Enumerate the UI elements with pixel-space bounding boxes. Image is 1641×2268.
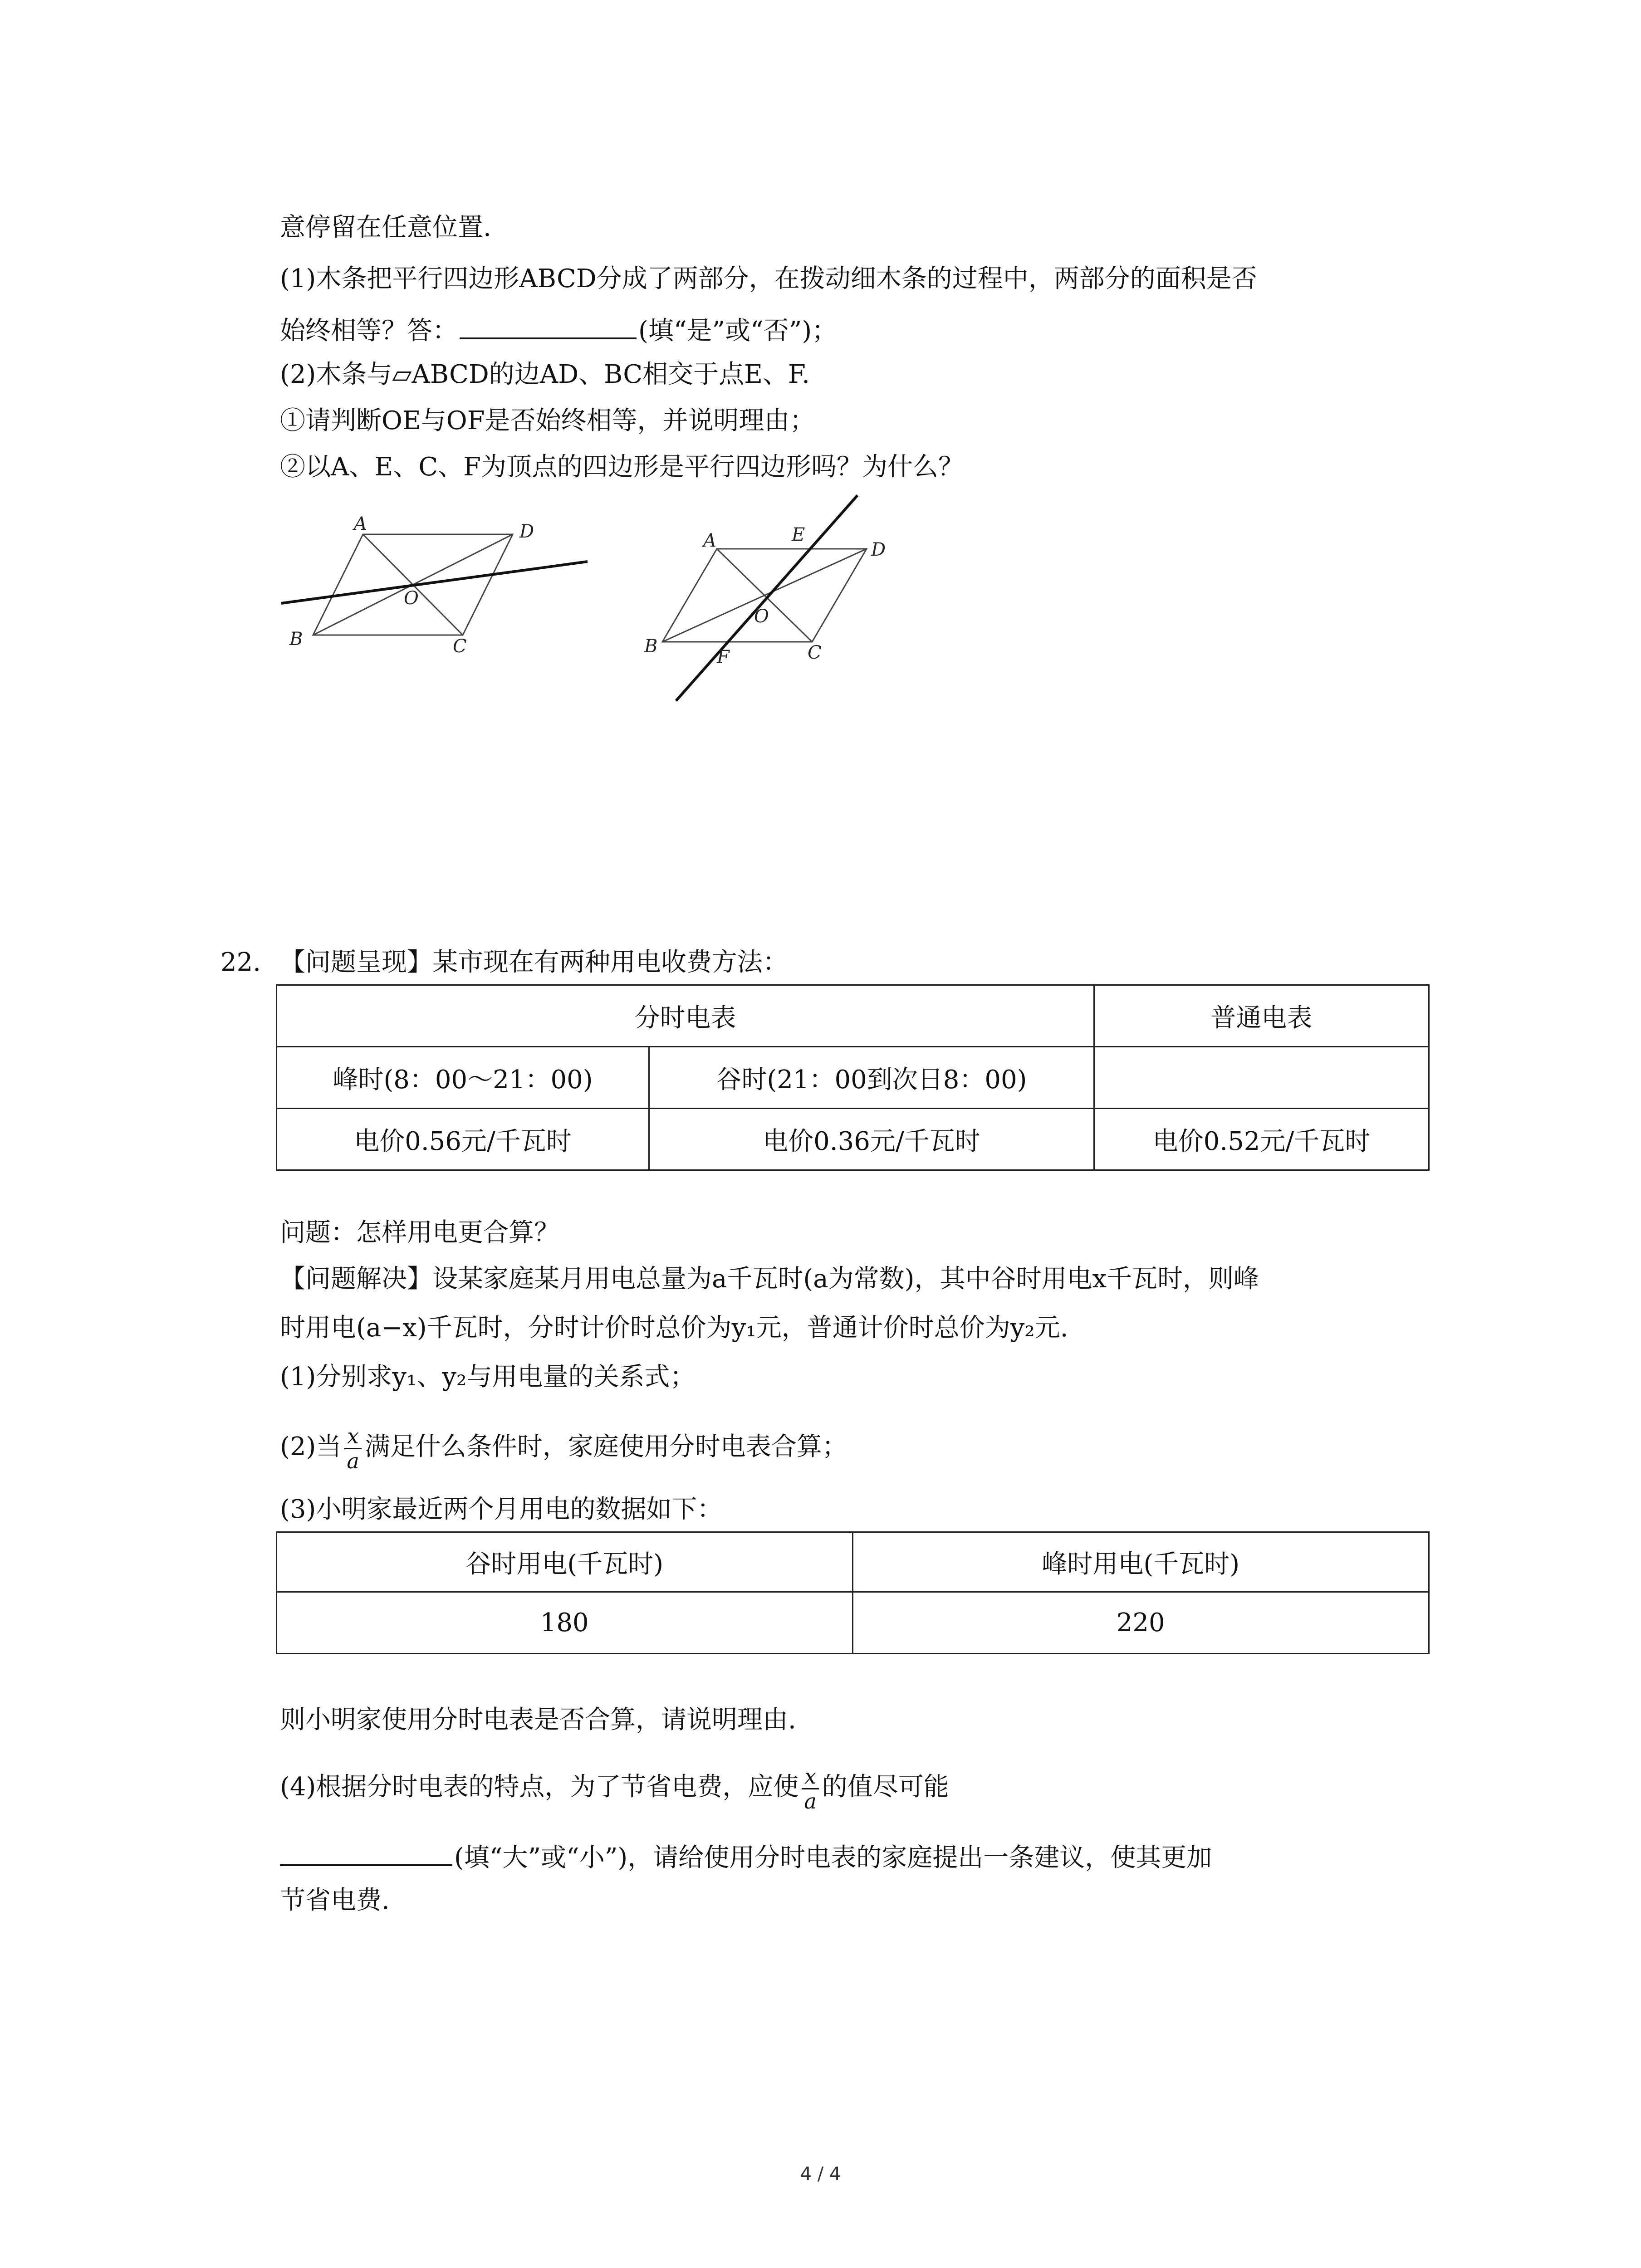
q22-part4-line2-text: (填“大”或“小”)，请给使用分时电表的家庭提出一条建议，使其更加 <box>454 1843 1212 1872</box>
q22-part1: (1)分别求y₁、y₂与用电量的关系式； <box>280 1362 696 1392</box>
q22-part3-question: 则小明家使用分时电表是否合算，请说明理由. <box>280 1705 796 1735</box>
fraction-numerator: x <box>344 1424 362 1449</box>
parallelogram-figure-2 <box>635 490 916 708</box>
label-d-2: D <box>871 539 886 560</box>
q21-part2-1: ①请判断OE与OF是否始终相等，并说明理由； <box>280 406 815 435</box>
q22-part4-line2 <box>280 1836 1212 1876</box>
q21-answer-prompt: 始终相等？答： <box>280 316 458 346</box>
q22-number: 22. <box>220 948 261 977</box>
label-a: A <box>354 513 367 534</box>
label-f-2: F <box>717 647 730 668</box>
q22-answer-blank[interactable] <box>280 1836 452 1866</box>
valley-usage-value: 180 <box>277 1592 853 1654</box>
q22-part4-suffix: 的值尽可能 <box>822 1772 949 1802</box>
label-c-2: C <box>808 642 822 663</box>
label-c: C <box>453 636 467 657</box>
peak-usage-header: 峰时用电(千瓦时) <box>852 1532 1429 1592</box>
q22-question: 问题：怎样用电更合算？ <box>280 1218 559 1247</box>
stick-line-2 <box>676 495 857 701</box>
header-time-meter: 分时电表 <box>277 985 1094 1047</box>
fraction-x-over-a <box>344 1424 362 1473</box>
q21-part1-line1: (1)木条把平行四边形ABCD分成了两部分，在拨动细木条的过程中，两部分的面积是否 <box>280 264 1257 293</box>
fraction-denominator: a <box>347 1449 359 1473</box>
valley-price-cell: 电价0.36元/千瓦时 <box>649 1109 1094 1170</box>
q22-intro: 【问题呈现】某市现在有两种用电收费方法： <box>280 948 788 977</box>
label-e-2: E <box>792 524 805 545</box>
fraction-numerator-2: x <box>802 1765 819 1789</box>
q22-part4-prefix: (4)根据分时电表的特点，为了节省电费，应使 <box>280 1772 799 1802</box>
q22-part2 <box>280 1424 847 1473</box>
valley-usage-header: 谷时用电(千瓦时) <box>277 1532 853 1592</box>
fraction-x-over-a-2 <box>801 1765 819 1813</box>
q21-part1-line2 <box>280 309 837 349</box>
header-normal-meter: 普通电表 <box>1094 985 1429 1047</box>
q21-part2: (2)木条与▱ABCD的边AD、BC相交于点E、F. <box>280 360 810 389</box>
label-d: D <box>519 521 534 542</box>
q22-solve-line1: 【问题解决】设某家庭某月用电总量为a千瓦时(a为常数)，其中谷时用电x千瓦时，则峰 <box>280 1264 1259 1294</box>
q21-intro-line: 意停留在任意位置. <box>280 213 491 242</box>
label-b: B <box>289 629 303 650</box>
q21-answer-hint: (填“是”或“否”)； <box>638 316 838 346</box>
q22-part2-prefix: (2)当 <box>280 1432 342 1461</box>
label-o-2: O <box>754 606 769 627</box>
peak-period-cell: 峰时(8：00～21：00) <box>277 1047 649 1109</box>
usage-data-table <box>276 1531 1430 1654</box>
electricity-price-table <box>276 984 1430 1171</box>
q22-part3: (3)小明家最近两个月用电的数据如下： <box>280 1495 723 1524</box>
diagonal-bd-2 <box>662 549 867 642</box>
label-o: O <box>404 588 419 609</box>
q22-part4-line3: 节省电费. <box>280 1886 390 1915</box>
normal-price-cell: 电价0.52元/千瓦时 <box>1094 1109 1429 1170</box>
label-b-2: B <box>644 636 658 657</box>
fraction-denominator-2: a <box>804 1789 817 1813</box>
q22-part2-suffix: 满足什么条件时，家庭使用分时电表合算； <box>364 1432 847 1461</box>
peak-usage-value: 220 <box>852 1592 1429 1654</box>
valley-period-cell: 谷时(21：00到次日8：00) <box>649 1047 1094 1109</box>
parallelogram-figure-1 <box>272 508 599 662</box>
q22-part4-line1 <box>280 1765 949 1813</box>
peak-price-cell: 电价0.56元/千瓦时 <box>277 1109 649 1170</box>
empty-cell <box>1094 1047 1429 1109</box>
label-a-2: A <box>703 530 716 551</box>
q22-solve-line2: 时用电(a−x)千瓦时，分时计价时总价为y₁元，普通计价时总价为y₂元. <box>280 1313 1068 1343</box>
q21-answer-blank[interactable] <box>460 309 637 339</box>
page-number: 4 / 4 <box>800 2164 841 2185</box>
q21-part2-2: ②以A、E、C、F为顶点的四边形是平行四边形吗？为什么？ <box>280 452 964 482</box>
stick-line <box>281 562 588 603</box>
